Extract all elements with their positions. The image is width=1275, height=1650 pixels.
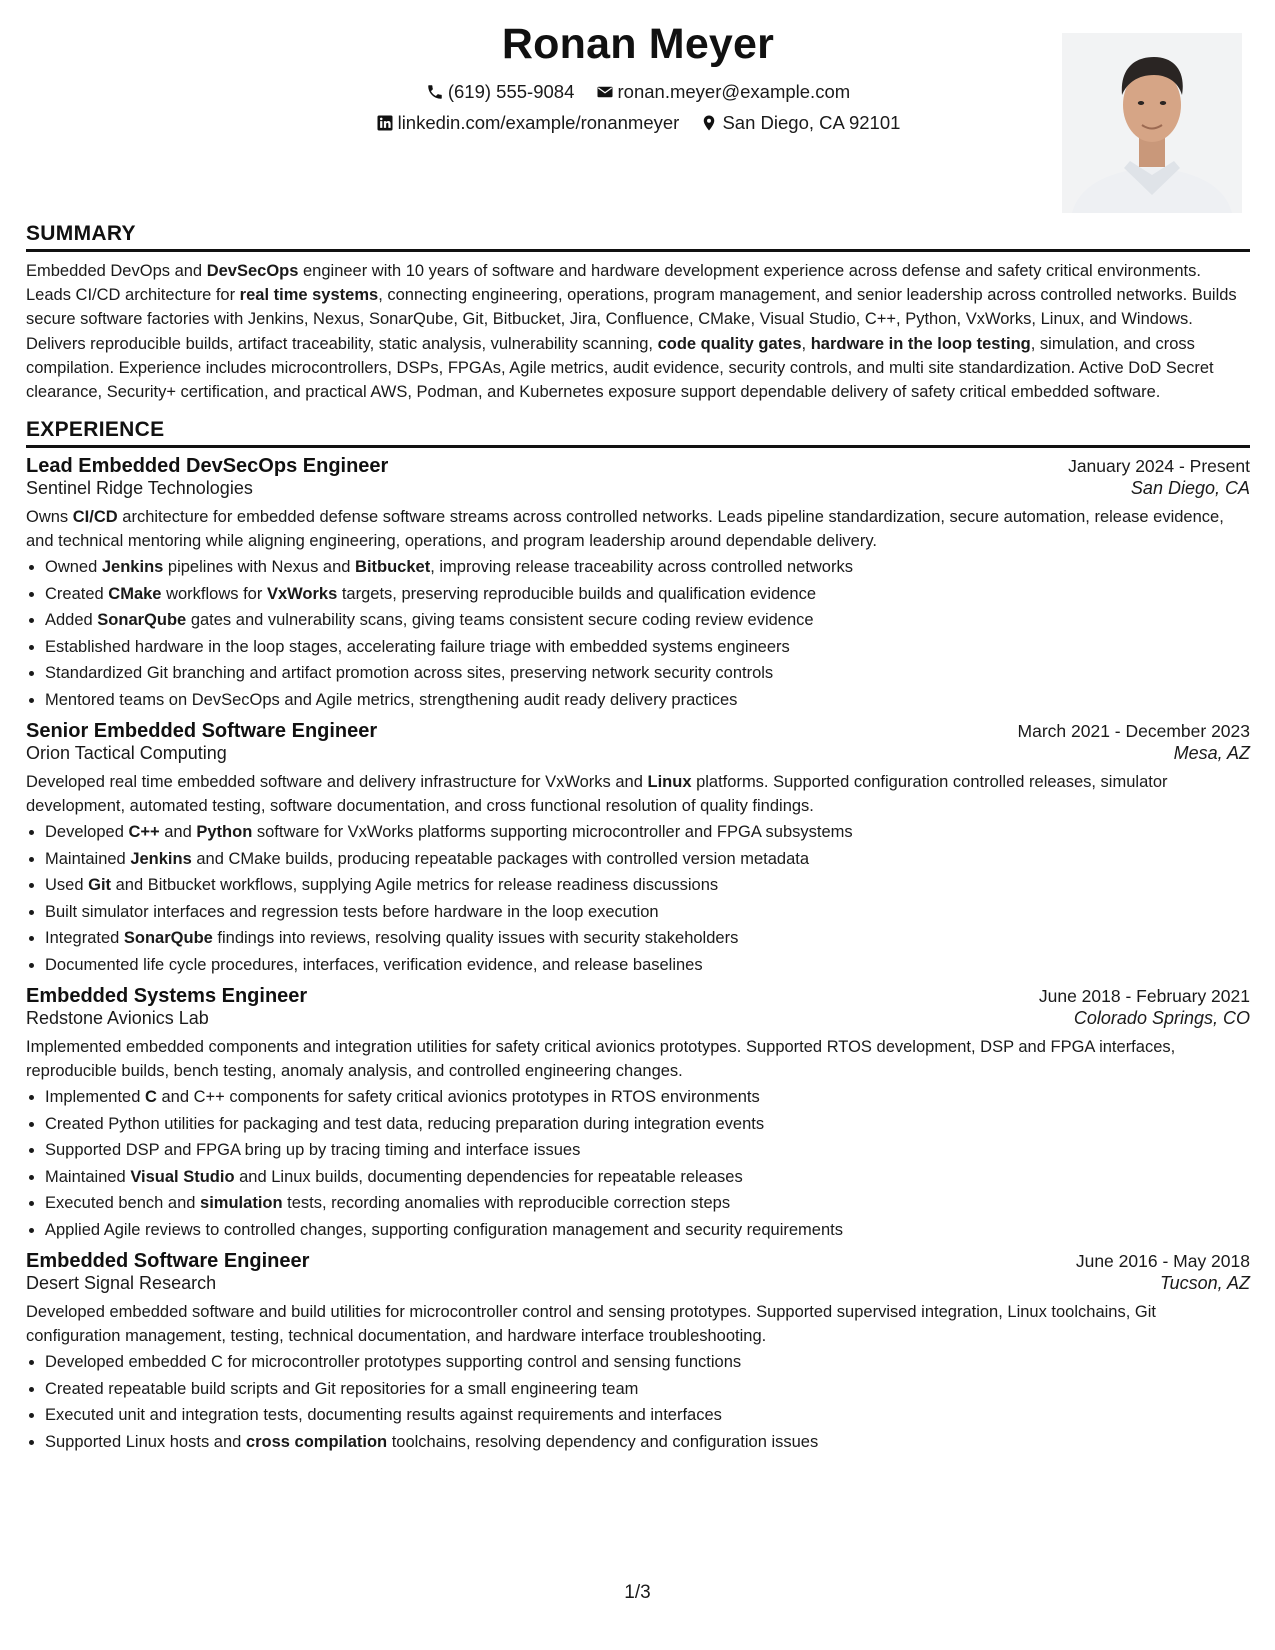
text-segment: Mentored teams on DevSecOps and Agile metrics, strengthening audit ready delivery practices — [45, 690, 738, 709]
list-item — [45, 607, 1250, 634]
list-item — [45, 1429, 1250, 1456]
contact-linkedin — [376, 112, 680, 134]
job-title-row — [26, 455, 1250, 478]
emphasis-text: hardware in the loop testing — [810, 334, 1031, 353]
job-company-row — [26, 1273, 1250, 1294]
list-item — [45, 554, 1250, 581]
job-description — [26, 1036, 1250, 1083]
text-segment: platforms. Supported configuration controlled releases, simulator development, automated testing, software documentation, and cross functional resolution of quality findings. — [26, 773, 1168, 815]
emphasis-text: simulation — [200, 1194, 283, 1213]
text-segment: Maintained — [45, 1167, 131, 1186]
list-item — [45, 634, 1250, 661]
job-title: Lead Embedded DevSecOps Engineer — [26, 455, 389, 478]
text-segment: Established hardware in the loop stages, accelerating failure triage with embedded systems engineers — [45, 637, 790, 656]
phone-number[interactable]: (619) 555-9084 — [447, 81, 575, 102]
job-title-row — [26, 1250, 1250, 1273]
text-segment: and C++ components for safety critical avionics prototypes in RTOS environments — [156, 1088, 760, 1107]
job-company: Redstone Avionics Lab — [26, 1008, 209, 1029]
emphasis-text: Git — [88, 876, 112, 895]
emphasis-text: code quality gates — [657, 334, 802, 353]
text-segment: tests, recording anomalies with reproducible correction steps — [282, 1194, 731, 1213]
emphasis-text: Linux — [647, 773, 692, 792]
text-segment: Embedded DevOps and — [26, 262, 207, 280]
list-item — [45, 819, 1250, 846]
list-item — [45, 581, 1250, 608]
contact-email — [596, 81, 851, 103]
text-segment: engineer with 10 years of software and hardware development experience across defense and safety critical environments. Leads CI/CD architecture for — [26, 262, 1201, 305]
job-dates: January 2024 - Present — [1068, 456, 1250, 477]
list-item — [45, 1217, 1250, 1244]
job-location: Tucson, AZ — [1159, 1273, 1250, 1294]
job-description — [26, 771, 1250, 818]
text-segment: Executed bench and — [45, 1194, 201, 1213]
job-title: Embedded Systems Engineer — [26, 985, 308, 1008]
text-segment: and — [159, 823, 197, 842]
job-title-row — [26, 720, 1250, 743]
contact-phone — [426, 81, 575, 103]
job-location: Mesa, AZ — [1173, 743, 1250, 764]
text-segment: Owned — [45, 558, 102, 577]
emphasis-text: real time systems — [239, 286, 379, 305]
list-item — [45, 899, 1250, 926]
job-description — [26, 506, 1250, 553]
list-item — [45, 872, 1250, 899]
job-title-row — [26, 985, 1250, 1008]
job-location: Colorado Springs, CO — [1073, 1008, 1250, 1029]
page-number: 1/3 — [624, 1582, 651, 1603]
list-item — [45, 846, 1250, 873]
emphasis-text: SonarQube — [97, 611, 187, 630]
emphasis-text: DevSecOps — [206, 262, 299, 280]
summary-text — [26, 259, 1250, 404]
text-segment: Added — [45, 611, 98, 630]
job-dates: June 2016 - May 2018 — [1075, 1251, 1250, 1272]
list-item — [45, 1402, 1250, 1429]
emphasis-text: C — [144, 1088, 157, 1107]
experience-heading: EXPERIENCE — [26, 418, 1250, 448]
text-segment: Created repeatable build scripts and Git repositories for a small engineering team — [45, 1379, 639, 1398]
text-segment: , simulation, and cross compilation. Experience includes microcontrollers, DSPs, FPGAs, Agile metrics, audit evidence, security controls, and multi site standardization. Active DoD Secret clearance, Security+ certification, and practical AWS, Podman, and Kubernetes exposure support dependable delivery of safety critical embedded software. — [26, 334, 1214, 402]
linkedin-icon — [376, 114, 394, 132]
emphasis-text: Jenkins — [130, 849, 192, 868]
job-bullets — [26, 819, 1250, 978]
job-bullets — [26, 554, 1250, 713]
job-location: San Diego, CA — [1130, 478, 1250, 499]
job-entry — [26, 1250, 1250, 1455]
job-company: Desert Signal Research — [26, 1273, 217, 1294]
text-segment: Developed embedded software and build utilities for microcontroller control and sensing prototypes. Supported supervised integration, Linux toolchains, Git configuration management, testing, technical documentation, and hardware interface troubleshooting. — [26, 1303, 1156, 1345]
job-company-row — [26, 743, 1250, 764]
list-item — [45, 1111, 1250, 1138]
candidate-name: Ronan Meyer — [501, 20, 775, 68]
emphasis-text: Bitbucket — [355, 558, 431, 577]
text-segment: and CMake builds, producing repeatable packages with controlled version metadata — [191, 849, 810, 868]
emphasis-text: CMake — [108, 584, 162, 603]
list-item — [45, 660, 1250, 687]
list-item — [45, 1349, 1250, 1376]
text-segment: software for VxWorks platforms supporting microcontroller and FPGA subsystems — [252, 823, 853, 842]
emphasis-text: Python — [196, 823, 253, 842]
summary-heading: SUMMARY — [26, 222, 1250, 252]
text-segment: Implemented embedded components and integration utilities for safety critical avionics prototypes. Supported RTOS development, DSP and FPGA interfaces, reproducible builds, bench testing, anomaly analysis, and controlled engineering changes. — [26, 1038, 1176, 1080]
job-company-row — [26, 1008, 1250, 1029]
text-segment: targets, preserving reproducible builds and qualification evidence — [337, 584, 817, 603]
resume-header — [26, 0, 1250, 222]
text-segment: gates and vulnerability scans, giving teams consistent secure coding review evidence — [186, 611, 814, 630]
text-segment: Integrated — [45, 929, 124, 948]
job-bullets — [26, 1084, 1250, 1243]
profile-photo — [1062, 33, 1242, 213]
job-company: Sentinel Ridge Technologies — [26, 478, 253, 499]
emphasis-text: SonarQube — [123, 929, 213, 948]
list-item — [45, 925, 1250, 952]
list-item — [45, 687, 1250, 714]
text-segment: workflows for — [161, 584, 267, 603]
list-item — [45, 1137, 1250, 1164]
text-segment: Developed real time embedded software and delivery infrastructure for VxWorks and — [26, 773, 648, 792]
text-segment: Documented life cycle procedures, interfaces, verification evidence, and release baselines — [45, 955, 703, 974]
contact-location — [700, 112, 900, 134]
job-title: Senior Embedded Software Engineer — [26, 720, 378, 743]
emphasis-text: Visual Studio — [130, 1167, 235, 1186]
emphasis-text: CI/CD — [72, 508, 118, 527]
text-segment: Created Python utilities for packaging and test data, reducing preparation during integration events — [45, 1114, 765, 1133]
resume-page — [26, 0, 1250, 1455]
job-company: Orion Tactical Computing — [26, 743, 227, 764]
text-segment: Standardized Git branching and artifact promotion across sites, preserving network security controls — [45, 664, 774, 683]
text-segment: , connecting engineering, operations, program management, and senior leadership across controlled networks. Builds secure software factories with Jenkins, Nexus, SonarQube, Git, Bitbucket, Jira, Confluence, CMake, Visual Studio, C++, Python, VxWorks, Linux, and Windows. Delivers reproducible builds, artifact traceability, static analysis, vulnerability scanning, — [26, 286, 1237, 353]
phone-icon — [426, 83, 444, 101]
list-item — [45, 952, 1250, 979]
text-segment: Built simulator interfaces and regression tests before hardware in the loop execution — [45, 902, 659, 921]
text-segment: Maintained — [45, 849, 131, 868]
map-pin-icon — [700, 114, 718, 132]
text-segment: Created — [45, 584, 109, 603]
experience-list — [26, 455, 1250, 1455]
list-item — [45, 1084, 1250, 1111]
envelope-icon — [596, 83, 614, 101]
job-entry — [26, 985, 1250, 1243]
emphasis-text: cross compilation — [245, 1432, 388, 1451]
email-address[interactable]: ronan.meyer@example.com — [617, 81, 851, 102]
text-segment: Developed — [45, 823, 129, 842]
text-segment: , improving release traceability across controlled networks — [430, 558, 853, 577]
text-segment: architecture for embedded defense software streams across controlled networks. Leads pipeline standardization, secure automation, release evidence, and technical mentoring while aligning engineering, operations, and program leadership around dependable delivery. — [26, 508, 1224, 550]
text-segment: Developed embedded C for microcontroller prototypes supporting control and sensing functions — [45, 1353, 742, 1372]
linkedin-url[interactable]: linkedin.com/example/ronanmeyer — [397, 112, 680, 133]
job-bullets — [26, 1349, 1250, 1455]
job-title: Embedded Software Engineer — [26, 1250, 310, 1273]
job-dates: June 2018 - February 2021 — [1038, 986, 1250, 1007]
job-description — [26, 1301, 1250, 1348]
text-segment: Implemented — [45, 1088, 145, 1107]
text-segment: toolchains, resolving dependency and configuration issues — [387, 1432, 819, 1451]
text-segment: and Linux builds, documenting dependencies for repeatable releases — [234, 1167, 743, 1186]
emphasis-text: C++ — [128, 823, 160, 842]
emphasis-text: Jenkins — [101, 558, 164, 577]
job-entry — [26, 720, 1250, 978]
text-segment: , — [801, 334, 811, 353]
list-item — [45, 1164, 1250, 1191]
job-entry — [26, 455, 1250, 713]
location-text: San Diego, CA 92101 — [722, 112, 901, 133]
text-segment: Supported DSP and FPGA bring up by tracing timing and interface issues — [45, 1141, 581, 1160]
emphasis-text: VxWorks — [266, 584, 338, 603]
job-dates: March 2021 - December 2023 — [1017, 721, 1250, 742]
text-segment: Applied Agile reviews to controlled changes, supporting configuration management and security requirements — [45, 1220, 843, 1239]
text-segment: findings into reviews, resolving quality issues with security stakeholders — [212, 929, 739, 948]
text-segment: Owns — [26, 508, 73, 527]
text-segment: Used — [45, 876, 89, 895]
text-segment: Supported Linux hosts and — [45, 1432, 246, 1451]
text-segment: Executed unit and integration tests, documenting results against requirements and interfaces — [45, 1406, 722, 1425]
job-company-row — [26, 478, 1250, 499]
text-segment: pipelines with Nexus and — [163, 558, 356, 577]
text-segment: and Bitbucket workflows, supplying Agile metrics for release readiness discussions — [111, 876, 719, 895]
list-item — [45, 1376, 1250, 1403]
list-item — [45, 1190, 1250, 1217]
